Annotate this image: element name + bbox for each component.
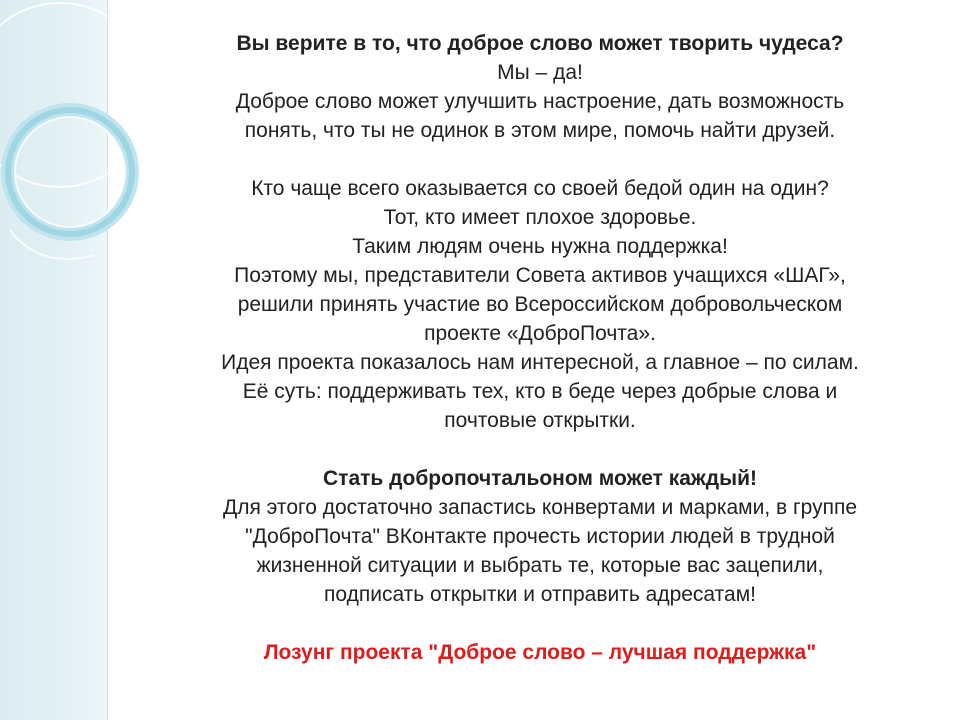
large-ring bbox=[0, 3, 140, 187]
question-heading: Вы верите в то, что доброе слово может творить чудеса? bbox=[236, 32, 844, 55]
paragraph-line: подписать открытки и отправить адресатам! bbox=[324, 583, 756, 606]
project-slogan: Лозунг проекта "Доброе слово – лучшая поддержка" bbox=[263, 641, 817, 664]
paragraph-line: понять, что ты не одинок в этом мире, помочь найти друзей. bbox=[244, 119, 836, 142]
paragraph-line: Её суть: поддерживать тех, кто в беде через добрые слова и bbox=[242, 380, 838, 403]
paragraph-line: "ДоброПочта" ВКонтакте прочесть истории людей в трудной bbox=[245, 525, 835, 548]
paragraph-line: почтовые открытки. bbox=[444, 409, 636, 432]
answer-line: Мы – да! bbox=[497, 61, 583, 84]
paragraph-line: Тот, кто имеет плохое здоровье. bbox=[383, 206, 697, 229]
paragraph-line: жизненной ситуации и выбрать те, которые вас зацепили, bbox=[256, 554, 824, 577]
slide-text-body bbox=[150, 29, 930, 667]
paragraph-gap bbox=[150, 435, 930, 464]
decorative-rings-graphic bbox=[0, 0, 140, 300]
paragraph-line: проекте «ДоброПочта». bbox=[424, 322, 656, 345]
call-to-action-heading: Стать добропочтальоном может каждый! bbox=[323, 467, 757, 490]
paragraph-line: Поэтому мы, представители Совета активов учащихся «ШАГ», bbox=[234, 264, 846, 287]
paragraph-gap bbox=[150, 145, 930, 174]
small-ring-inner bbox=[8, 110, 132, 234]
paragraph-line: Идея проекта показалось нам интересной, а главное – по силам. bbox=[221, 351, 859, 374]
paragraph-line: Кто чаще всего оказывается со своей бедой один на один? bbox=[251, 177, 829, 200]
paragraph-line: Для этого достаточно запастись конвертами и марками, в группе bbox=[223, 496, 857, 519]
paragraph-gap bbox=[150, 609, 930, 638]
paragraph-line: Доброе слово может улучшить настроение, дать возможность bbox=[235, 90, 845, 113]
paragraph-line: Таким людям очень нужна поддержка! bbox=[352, 235, 728, 258]
paragraph-line: решили принять участие во Всероссийском добровольческом bbox=[237, 293, 843, 316]
